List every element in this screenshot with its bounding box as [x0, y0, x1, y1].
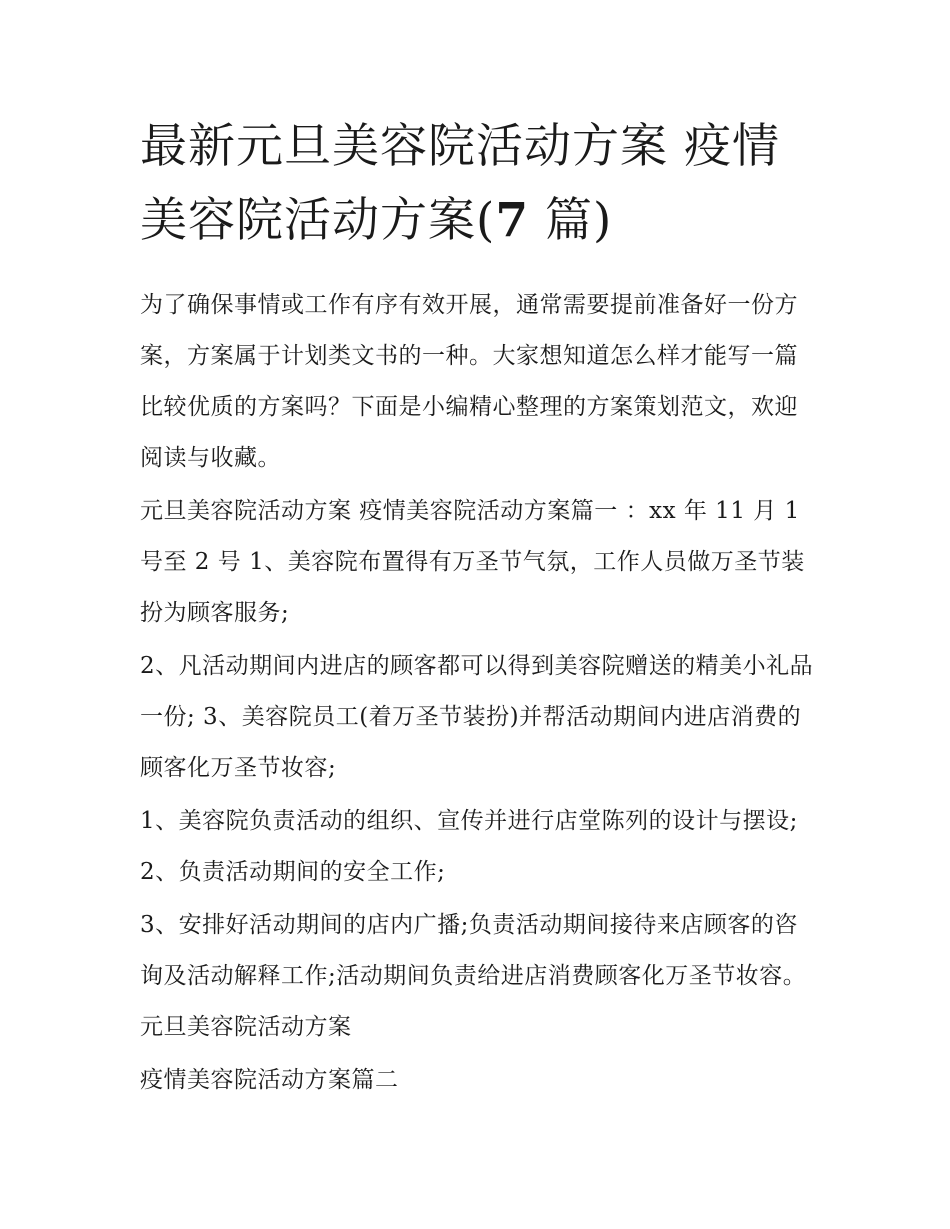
title-text-suffix: 篇)	[529, 193, 613, 248]
arrangement-paragraph: 3、安排好活动期间的店内广播;负责活动期间接待来店顾客的咨询及活动解释工作;活动期间负责给进店消费顾客化万圣节妆容。 元旦美容院活动方案	[140, 912, 807, 1040]
title-count: 7	[495, 193, 530, 248]
document-page	[140, 110, 820, 1108]
activity-items-paragraph: 2、凡活动期间内进店的顾客都可以得到美容院赠送的精美小礼品一份; 3、美容院员工(着万圣节装扮)并帮活动期间内进店消费的顾客化万圣节妆容;	[140, 653, 814, 781]
section-two-heading: 疫情美容院活动方案篇二	[140, 1067, 399, 1093]
intro-paragraph: 为了确保事情或工作有序有效开展，通常需要提前准备好一份方案，方案属于计划类文书的一种。大家想知道怎么样才能写一篇比较优质的方案吗？下面是小编精心整理的方案策划范文，欢迎阅读与收藏。	[140, 292, 798, 471]
title-text-main: 最新元旦美容院活动方案 疫情美容院活动方案(	[140, 119, 780, 248]
section-one-paragraph: 元旦美容院活动方案 疫情美容院活动方案篇一 ：xx 年 11 月 1 号至 2 号 1、美容院布置得有万圣节气氛，工作人员做万圣节装扮为顾客服务;	[140, 498, 805, 626]
responsibility-paragraph: 1、美容院负责活动的组织、宣传并进行店堂陈列的设计与摆设; 2、负责活动期间的安全工作;	[140, 808, 798, 885]
document-title	[140, 110, 820, 258]
